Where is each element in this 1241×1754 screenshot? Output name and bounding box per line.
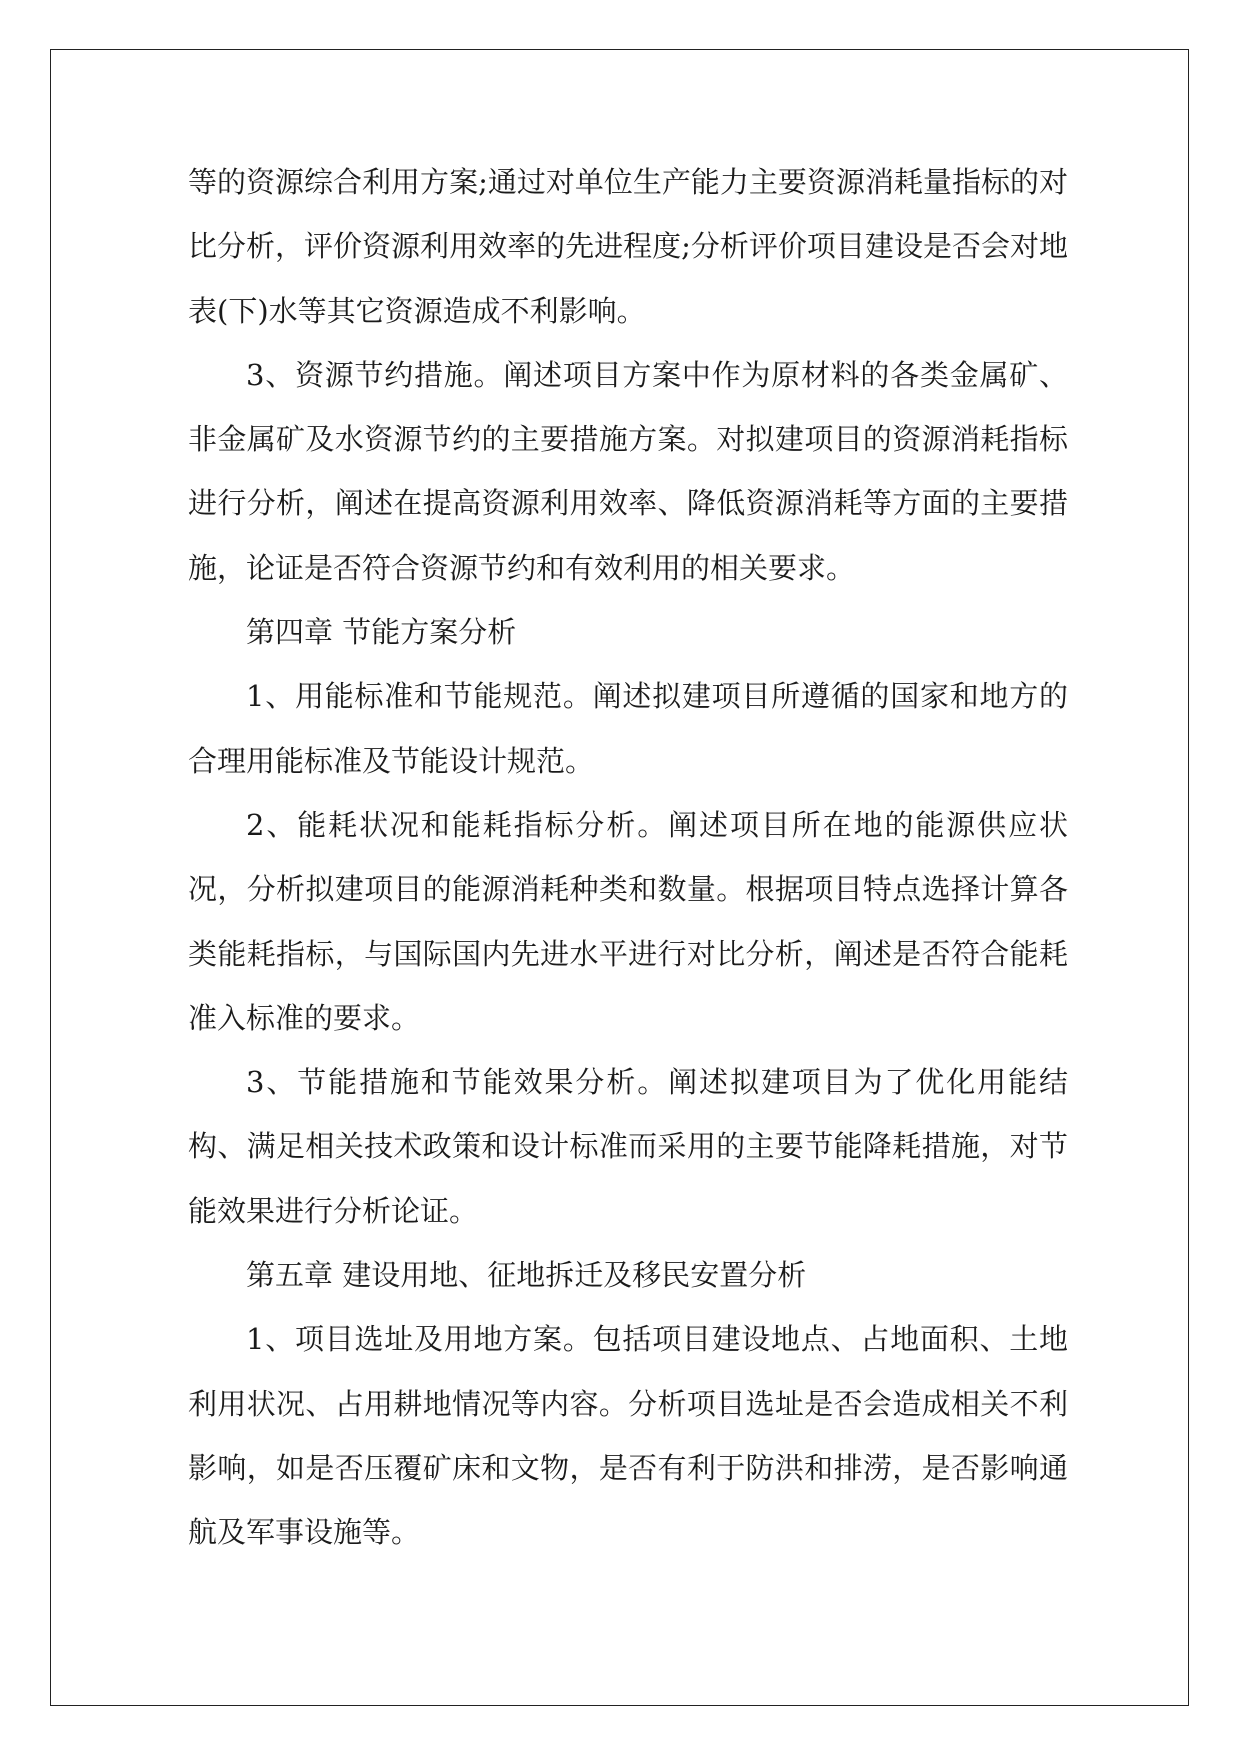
paragraph-energy-standards: 1、用能标准和节能规范。阐述拟建项目所遵循的国家和地方的合理用能标准及节能设计规范。 — [188, 679, 1068, 778]
paragraph-resource-utilization-continued: 等的资源综合利用方案;通过对单位生产能力主要资源消耗量指标的对比分析，评价资源利用效率的先进程度;分析评价项目建设是否会对地表(下)水等其它资源造成不利影响。 — [188, 165, 1068, 328]
document-body — [188, 150, 1068, 1565]
chapter-heading-5: 第五章 建设用地、征地拆迁及移民安置分析 — [246, 1258, 807, 1293]
paragraph-energy-saving-measures: 3、节能措施和节能效果分析。阐述拟建项目为了优化用能结构、满足相关技术政策和设计标准而采用的主要节能降耗措施，对节能效果进行分析论证。 — [188, 1065, 1068, 1228]
paragraph-resource-saving-measures: 3、资源节约措施。阐述项目方案中作为原材料的各类金属矿、非金属矿及水资源节约的主要措施方案。对拟建项目的资源消耗指标进行分析，阐述在提高资源利用效率、降低资源消耗等方面的主要措施，论证是否符合资源节约和有效利用的相关要求。 — [188, 357, 1068, 585]
chapter-heading-4: 第四章 节能方案分析 — [246, 615, 517, 650]
paragraph-energy-consumption-analysis: 2、能耗状况和能耗指标分析。阐述项目所在地的能源供应状况，分析拟建项目的能源消耗种类和数量。根据项目特点选择计算各类能耗指标，与国际国内先进水平进行对比分析，阐述是否符合能耗准入标准的要求。 — [188, 807, 1068, 1035]
paragraph-site-selection: 1、项目选址及用地方案。包括项目建设地点、占地面积、土地利用状况、占用耕地情况等内容。分析项目选址是否会造成相关不利影响，如是否压覆矿床和文物，是否有利于防洪和排涝，是否影响通航及军事设施等。 — [188, 1322, 1068, 1550]
